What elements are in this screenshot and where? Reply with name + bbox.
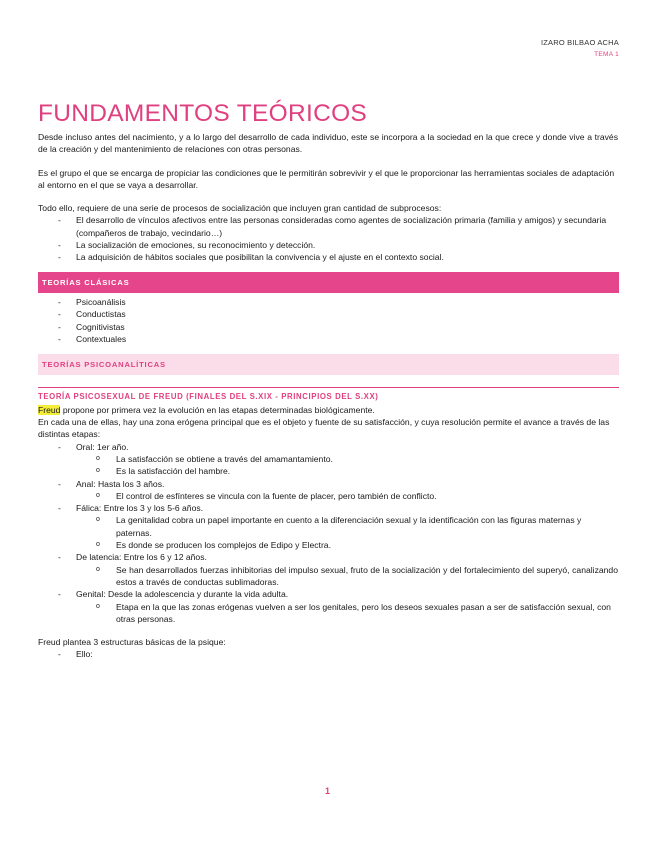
section-heading-psicoanaliticas: TEORÍAS PSICOANALÍTICAS — [38, 354, 619, 375]
list-item: - La socialización de emociones, su reconocimiento y detección. — [38, 239, 618, 251]
stages-list — [38, 441, 618, 625]
page-number: 1 — [324, 786, 330, 796]
structures-list — [38, 648, 618, 660]
stage-item — [38, 588, 618, 625]
stage-detail: o Etapa en la que las zonas erógenas vuelven a ser los genitales, pero los deseos sexuales pasan a ser de satisfacción sexual, con otras personas. — [76, 601, 618, 626]
list-item: - Cognitivistas — [38, 321, 618, 333]
subprocess-list — [38, 214, 618, 263]
list-item: - El desarrollo de vínculos afectivos entre las personas consideradas como agentes de socialización primaria (familia y amigos) y secundaria (compañeros de trabajo, vecindario…) — [38, 214, 618, 239]
subsection-heading-freud: TEORÍA PSICOSEXUAL DE FREUD (FINALES DEL S.XIX - PRINCIPIOS DEL S.XX) — [38, 387, 619, 403]
stage-detail: o La genitalidad cobra un papel importante en cuento a la diferenciación sexual y la identificación con las figuras maternas y paternas. — [76, 514, 618, 539]
stage-details — [76, 601, 618, 626]
stage-detail: o El control de esfínteres se vincula con la fuente de placer, pero también de conflicto. — [76, 490, 618, 502]
stage-label: De latencia: Entre los 6 y 12 años. — [76, 552, 207, 563]
structures-intro: Freud plantea 3 estructuras básicas de la psique: — [38, 637, 226, 648]
intro-paragraph: Desde incluso antes del nacimiento, y a lo largo del desarrollo de cada individuo, este se incorpora a la sociedad en la que crece y donde vive a través de la creación y del mantenimiento de relaciones con otras personas. — [38, 132, 618, 155]
stage-label: Genital: Desde la adolescencia y durante la vida adulta. — [76, 589, 289, 600]
stage-label: Oral: 1er año. — [76, 441, 129, 452]
list-item: - La adquisición de hábitos sociales que posibilitan la convivencia y el ajuste en el contexto social. — [38, 251, 618, 263]
stage-item — [38, 441, 618, 478]
stage-details — [76, 564, 618, 589]
freud-intro-text: propone por primera vez la evolución en las etapas determinadas biológicamente. — [60, 404, 375, 415]
stage-item — [38, 478, 618, 503]
list-item: - Ello: — [38, 648, 618, 660]
stage-detail: o Se han desarrollados fuerzas inhibitorias del impulso sexual, fruto de la socialización y del fortalecimiento del superyó, canalizando estos a través de conductas sublimadoras. — [76, 564, 618, 589]
section-heading-clasicas: TEORÍAS CLÁSICAS — [38, 272, 619, 293]
stage-item — [38, 551, 618, 588]
header-topic: TEMA 1 — [594, 51, 619, 58]
stage-detail: o Es donde se producen los complejos de Edipo y Electra. — [76, 539, 618, 551]
intro-paragraph: Todo ello, requiere de una serie de procesos de socialización que incluyen gran cantidad de subprocesos: — [38, 203, 442, 214]
freud-paragraph: En cada una de ellas, hay una zona erógena principal que es el objeto y fuente de su satisfacción, y cuya resolución permite el avance a través de las distintas etapas: — [38, 417, 610, 440]
stage-detail: o La satisfacción se obtiene a través del amamantamiento. — [76, 453, 618, 465]
list-item: - Conductistas — [38, 308, 618, 320]
intro-paragraph: Es el grupo el que se encarga de propiciar las condiciones que le permitirán sobrevivir y el que le proporcionar las herramientas sociales de adaptación al entorno en el que se vaya a desarrollar. — [38, 167, 615, 190]
freud-intro — [38, 404, 618, 416]
stage-detail: o Es la satisfacción del hambre. — [76, 465, 618, 477]
stage-details — [76, 490, 618, 502]
header-author: IZARO BILBAO ACHA — [540, 38, 619, 47]
stage-label: Anal: Hasta los 3 años. — [76, 478, 165, 489]
page-title: FUNDAMENTOS TEÓRICOS — [38, 100, 368, 127]
stage-details — [76, 453, 618, 478]
stage-item — [38, 502, 618, 551]
list-item: - Psicoanálisis — [38, 296, 618, 308]
document-body — [38, 131, 618, 661]
highlighted-word: Freud — [38, 404, 61, 415]
list-item: - Contextuales — [38, 333, 618, 345]
stage-details — [76, 514, 618, 551]
stage-label: Fálica: Entre los 3 y los 5-6 años. — [76, 503, 204, 514]
classic-theories-list — [38, 296, 618, 345]
